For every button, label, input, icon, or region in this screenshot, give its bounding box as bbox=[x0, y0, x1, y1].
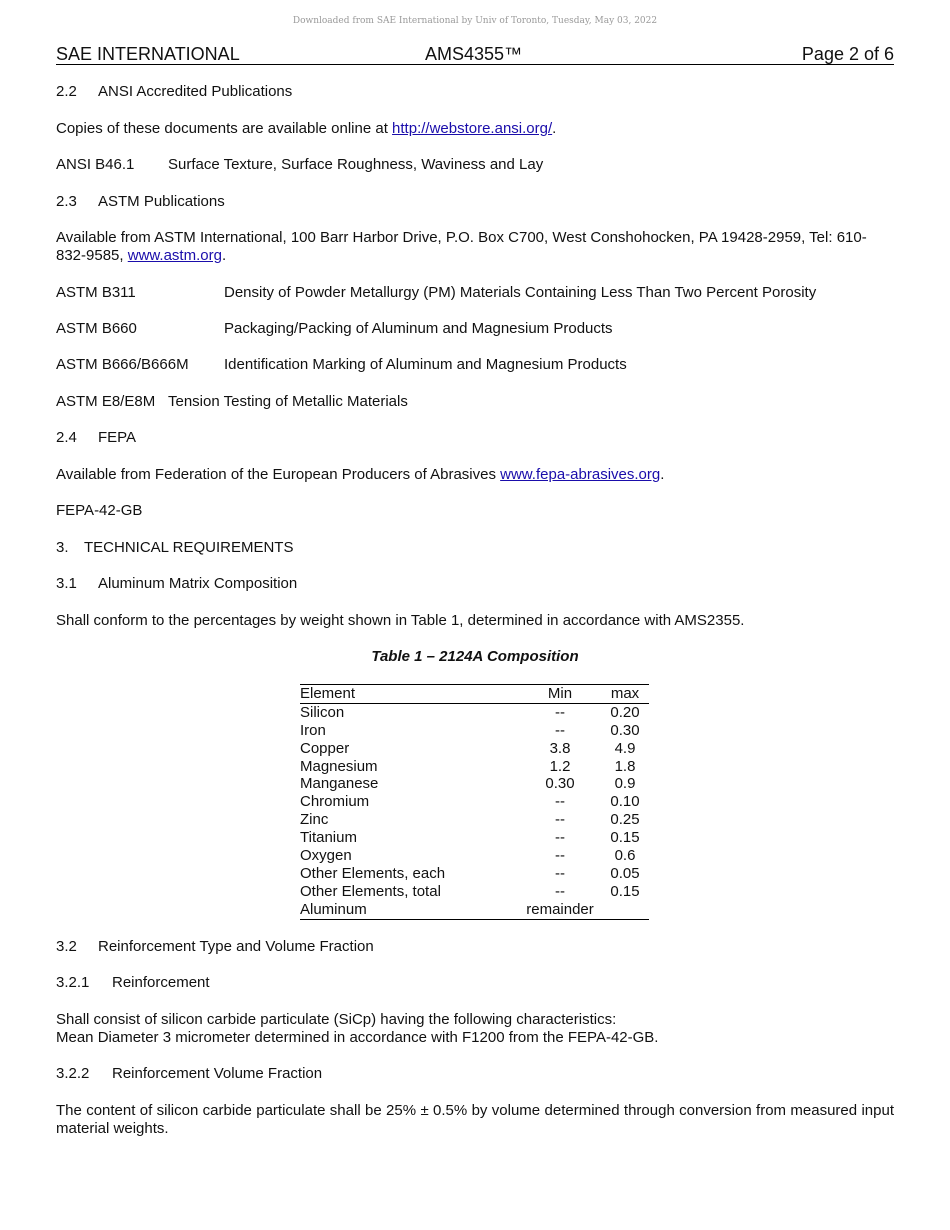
section-title: ASTM Publications bbox=[98, 193, 225, 210]
section-3-2-1-line-2: Mean Diameter 3 micrometer determined in accordance with F1200 from the FEPA-42-GB. bbox=[56, 1029, 659, 1046]
reference-code: ASTM B660 bbox=[56, 320, 137, 337]
astm-availability bbox=[56, 229, 894, 265]
cell-min: 3.8 bbox=[549, 739, 571, 757]
cell-max: 0.25 bbox=[610, 811, 640, 829]
reference-title: Identification Marking of Aluminum and Magnesium Products bbox=[224, 356, 627, 373]
table-header-row bbox=[300, 685, 649, 704]
cell-max: 0.20 bbox=[610, 703, 640, 721]
section-2-2-heading bbox=[56, 83, 292, 101]
cell-min: -- bbox=[555, 847, 565, 865]
table-row bbox=[300, 883, 649, 901]
table-row bbox=[300, 758, 649, 776]
cell-min: 0.30 bbox=[545, 775, 575, 793]
header-page-number: Page 2 of 6 bbox=[801, 44, 894, 64]
cell-max: 0.05 bbox=[610, 864, 640, 882]
composition-table bbox=[300, 684, 649, 920]
section-2-4-heading bbox=[56, 429, 136, 447]
cell-max: 0.15 bbox=[610, 882, 640, 900]
table-row bbox=[300, 811, 649, 829]
cell-min: -- bbox=[555, 811, 565, 829]
cell-element: Magnesium bbox=[300, 757, 378, 775]
section-number: 2.4 bbox=[56, 429, 77, 446]
section-3-2-heading bbox=[56, 938, 374, 956]
section-title: Reinforcement Type and Volume Fraction bbox=[98, 938, 374, 955]
cell-min: -- bbox=[555, 829, 565, 847]
section-3-2-1-heading bbox=[56, 974, 210, 992]
cell-min: remainder bbox=[526, 900, 594, 918]
download-watermark: Downloaded from SAE International by Univ of Toronto, Tuesday, May 03, 2022 bbox=[292, 16, 658, 26]
reference-code: ASTM E8/E8M bbox=[56, 393, 156, 410]
reference-title: Packaging/Packing of Aluminum and Magnesium Products bbox=[224, 320, 613, 337]
section-title: FEPA bbox=[98, 429, 137, 446]
table-row bbox=[300, 775, 649, 793]
section-3-1-heading bbox=[56, 575, 297, 593]
cell-element: Other Elements, total bbox=[300, 882, 441, 900]
table-row bbox=[300, 722, 649, 740]
fepa-website-link[interactable]: www.fepa-abrasives.org bbox=[500, 466, 661, 483]
reference-title: Tension Testing of Metallic Materials bbox=[168, 393, 408, 410]
cell-max: 0.30 bbox=[610, 721, 640, 739]
header-min: Min bbox=[547, 685, 573, 702]
cell-max: 0.10 bbox=[610, 793, 640, 811]
cell-min: -- bbox=[555, 721, 565, 739]
cell-element: Copper bbox=[300, 739, 350, 757]
text: . bbox=[660, 466, 665, 483]
table-row bbox=[300, 740, 649, 758]
cell-element: Iron bbox=[300, 721, 326, 739]
section-number: 2.2 bbox=[56, 83, 77, 100]
section-2-3-heading bbox=[56, 193, 225, 211]
text: . bbox=[552, 120, 557, 137]
section-3-2-1-line-1: Shall consist of silicon carbide particulate (SiCp) having the following characteristics: bbox=[56, 1011, 617, 1028]
reference-astm-b660 bbox=[56, 320, 613, 338]
table-row bbox=[300, 847, 649, 865]
page-header bbox=[56, 44, 894, 65]
ansi-webstore-link[interactable]: http://webstore.ansi.org/ bbox=[392, 120, 553, 137]
text: Copies of these documents are available online at bbox=[56, 120, 393, 137]
header-max: max bbox=[610, 685, 640, 702]
section-number: 3.2.1 bbox=[56, 974, 90, 991]
cell-max: 0.6 bbox=[614, 847, 636, 865]
section-number: 2.3 bbox=[56, 193, 77, 210]
section-title: Reinforcement bbox=[112, 974, 210, 991]
section-number: 3.1 bbox=[56, 575, 77, 592]
cell-element: Chromium bbox=[300, 793, 370, 811]
cell-min: -- bbox=[555, 703, 565, 721]
reference-astm-b666 bbox=[56, 356, 627, 374]
reference-astm-e8 bbox=[56, 393, 408, 411]
table-row bbox=[300, 901, 649, 919]
cell-min: -- bbox=[555, 882, 565, 900]
reference-astm-b311 bbox=[56, 284, 816, 302]
cell-element: Titanium bbox=[300, 829, 357, 847]
reference-ansi-b46-1 bbox=[56, 156, 543, 174]
header-element: Element bbox=[300, 685, 356, 702]
section-number: 3. bbox=[56, 539, 69, 556]
table-row bbox=[300, 865, 649, 883]
cell-max: 0.15 bbox=[610, 829, 640, 847]
table-row bbox=[300, 793, 649, 811]
reference-code: ANSI B46.1 bbox=[56, 156, 135, 173]
text: . bbox=[221, 247, 227, 264]
cell-min: 1.2 bbox=[549, 757, 571, 775]
header-doc-number: AMS4355™ bbox=[425, 44, 523, 64]
cell-element: Oxygen bbox=[300, 847, 352, 865]
cell-max: 4.9 bbox=[614, 739, 636, 757]
ansi-availability bbox=[56, 120, 556, 138]
cell-max: 1.8 bbox=[614, 757, 636, 775]
cell-element: Silicon bbox=[300, 703, 345, 721]
cell-min: -- bbox=[555, 864, 565, 882]
cell-min: -- bbox=[555, 793, 565, 811]
cell-element: Zinc bbox=[300, 811, 329, 829]
astm-website-link[interactable]: www.astm.org bbox=[127, 247, 222, 264]
cell-max: 0.9 bbox=[614, 775, 636, 793]
reference-fepa-42-gb: FEPA-42-GB bbox=[56, 502, 143, 519]
section-3-heading bbox=[56, 539, 293, 557]
cell-element: Manganese bbox=[300, 775, 379, 793]
text: Available from ASTM International, 100 Barr Harbor Drive, P.O. Box C700, West Conshohocken, PA 19428-2959, Tel: 610-832-9585, bbox=[56, 229, 867, 264]
text: Available from Federation of the European Producers of Abrasives bbox=[56, 466, 501, 483]
table-row bbox=[300, 704, 649, 722]
reference-code: ASTM B311 bbox=[56, 284, 136, 301]
section-3-2-2-text: The content of silicon carbide particulate shall be 25% ± 0.5% by volume determined through conversion from measured input material weights. bbox=[56, 1102, 894, 1137]
reference-title: Surface Texture, Surface Roughness, Waviness and Lay bbox=[168, 156, 544, 173]
section-3-1-text: Shall conform to the percentages by weight shown in Table 1, determined in accordance with AMS2355. bbox=[56, 612, 745, 629]
header-org: SAE INTERNATIONAL bbox=[56, 44, 240, 64]
section-3-2-2-heading bbox=[56, 1065, 322, 1083]
reference-title: Density of Powder Metallurgy (PM) Materials Containing Less Than Two Percent Porosity bbox=[224, 284, 817, 301]
section-title: TECHNICAL REQUIREMENTS bbox=[84, 539, 294, 556]
section-number: 3.2 bbox=[56, 938, 77, 955]
fepa-availability bbox=[56, 466, 664, 484]
reference-code: ASTM B666/B666M bbox=[56, 356, 189, 373]
section-title: ANSI Accredited Publications bbox=[98, 83, 293, 100]
table-row bbox=[300, 829, 649, 847]
section-title: Aluminum Matrix Composition bbox=[98, 575, 298, 592]
table-title: Table 1 – 2124A Composition bbox=[371, 648, 579, 665]
cell-element: Aluminum bbox=[300, 900, 367, 918]
section-number: 3.2.2 bbox=[56, 1065, 90, 1082]
cell-element: Other Elements, each bbox=[300, 864, 446, 882]
section-title: Reinforcement Volume Fraction bbox=[112, 1065, 323, 1082]
